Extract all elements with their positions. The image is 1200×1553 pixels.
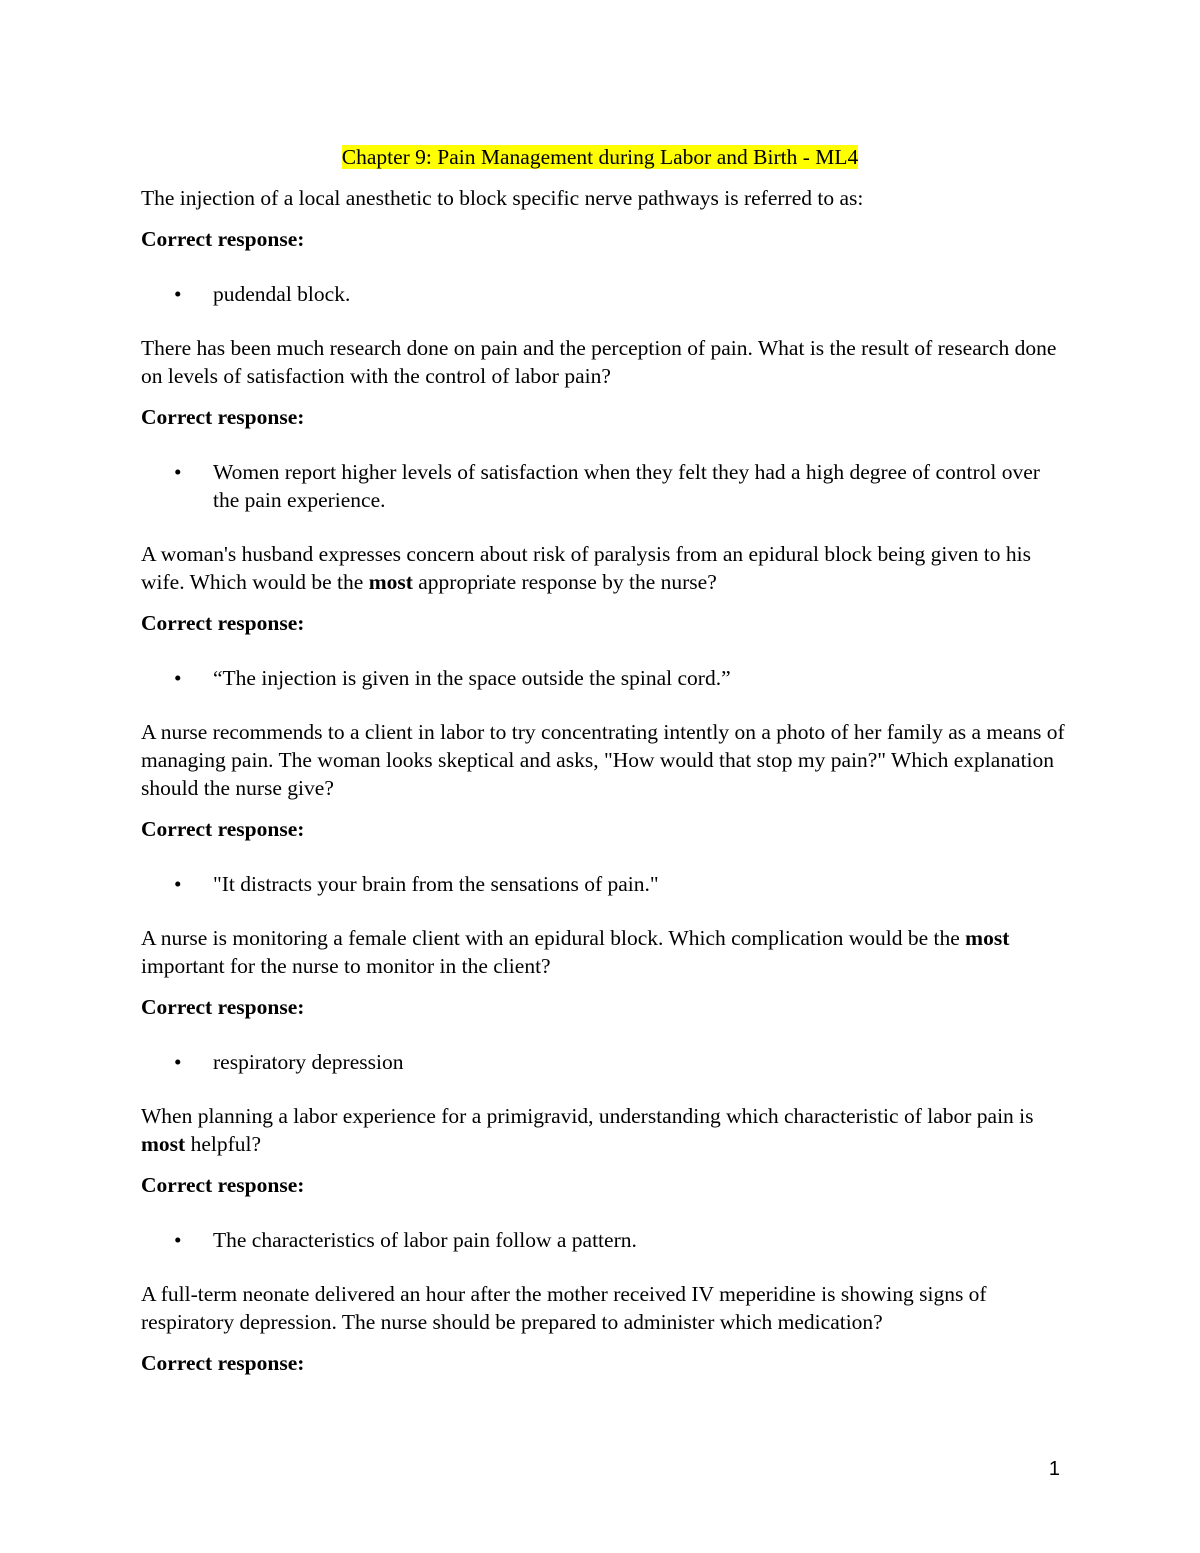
title-row (0, 143, 1200, 171)
qa-item (141, 924, 1066, 1076)
qa-item (141, 1102, 1066, 1254)
answer-text: “The injection is given in the space outside the spinal cord.” (213, 666, 731, 690)
qa-item (141, 540, 1066, 692)
answer-text: "It distracts your brain from the sensations of pain." (213, 872, 659, 896)
bullet-icon: • (174, 872, 182, 896)
answer-text: respiratory depression (213, 1050, 404, 1074)
answer-text: The characteristics of labor pain follow a pattern. (213, 1228, 637, 1252)
answer-item (141, 458, 1066, 514)
correct-response-label: Correct response: (141, 405, 305, 429)
qa-item (141, 718, 1066, 898)
answer-text: Women report higher levels of satisfaction when they felt they had a high degree of control over the pain experience. (213, 460, 1040, 512)
bullet-icon: • (174, 1228, 182, 1252)
qa-item (141, 184, 1066, 308)
answer-item (141, 870, 1066, 898)
correct-response-label: Correct response: (141, 611, 305, 635)
correct-response-label: Correct response: (141, 817, 305, 841)
question-text: The injection of a local anesthetic to block specific nerve pathways is referred to as: (141, 186, 864, 210)
bullet-icon: • (174, 666, 182, 690)
answer-item (141, 280, 1066, 308)
bullet-icon: • (174, 282, 182, 306)
qa-item (141, 1280, 1066, 1377)
question-text: There has been much research done on pain and the perception of pain. What is the result of research done on levels of satisfaction with the control of labor pain? (141, 336, 1057, 388)
correct-response-label: Correct response: (141, 1173, 305, 1197)
document-title: Chapter 9: Pain Management during Labor and Birth - ML4 (341, 145, 859, 169)
qa-content (141, 184, 1066, 1404)
answer-item (141, 1048, 1066, 1076)
correct-response-label: Correct response: (141, 1351, 305, 1375)
answer-item (141, 664, 1066, 692)
question-text: A full-term neonate delivered an hour after the mother received IV meperidine is showing signs of respiratory depression. The nurse should be prepared to administer which medication? (141, 1282, 987, 1334)
question-text: A woman's husband expresses concern about risk of paralysis from an epidural block being given to his wife. Which would be the most appropriate response by the nurse? (141, 542, 1031, 594)
question-text: A nurse is monitoring a female client with an epidural block. Which complication would be the most important for the nurse to monitor in the client? (141, 926, 1010, 978)
correct-response-label: Correct response: (141, 227, 305, 251)
question-text: When planning a labor experience for a primigravid, understanding which characteristic of labor pain is most helpful? (141, 1104, 1034, 1156)
answer-text: pudendal block. (213, 282, 351, 306)
bullet-icon: • (174, 460, 182, 484)
correct-response-label: Correct response: (141, 995, 305, 1019)
answer-item (141, 1226, 1066, 1254)
qa-item (141, 334, 1066, 514)
page-number: 1 (1048, 1458, 1060, 1480)
question-text: A nurse recommends to a client in labor to try concentrating intently on a photo of her family as a means of managing pain. The woman looks skeptical and asks, "How would that stop my pain?" Which explanation should the nurse give? (141, 720, 1065, 800)
bullet-icon: • (174, 1050, 182, 1074)
